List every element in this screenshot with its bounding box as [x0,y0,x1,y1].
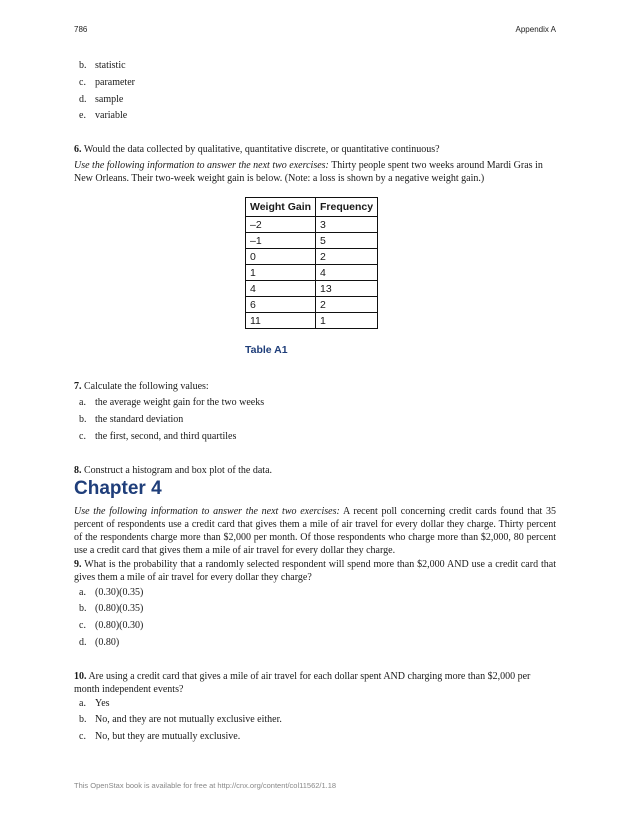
question-7: 7. Calculate the following values: [74,381,209,392]
table-header-row [246,198,378,217]
list-item: c. parameter [79,77,135,88]
exercise-intro-1: Use the following information to answer the next two exercises: Thirty people spent two weeks around Mardi Gras in New Orleans. Their two-week weight gain is below. (Note: a loss is shown by a negative weight gain.) [74,160,543,184]
list-item: a. the average weight gain for the two weeks [79,397,265,408]
running-header: Appendix A [515,25,556,34]
table-row: 11 1 [246,313,378,329]
column-header: Weight Gain [246,198,316,217]
question-6: 6. Would the data collected by qualitative, quantitative discrete, or quantitative continuous? [74,144,440,155]
list-item: c. the first, second, and third quartiles [79,431,237,442]
table-row: 1 4 [246,265,378,281]
question-10: 10. Are using a credit card that gives a mile of air travel for each dollar spent AND charging more than $2,000 per month independent events? [74,671,531,695]
table-row: 6 2 [246,297,378,313]
list-item: b. the standard deviation [79,414,184,425]
chapter-title: Chapter 4 [74,478,162,499]
table-row: 4 13 [246,281,378,297]
column-header: Frequency [316,198,378,217]
table-row: 0 2 [246,249,378,265]
list-item: e. variable [79,110,128,121]
list-item: d. sample [79,94,124,105]
list-item: a. (0.30)(0.35) [79,587,144,598]
list-item: b. No, and they are not mutually exclusive either. [79,714,282,725]
table-row: –1 5 [246,233,378,249]
table-row: –2 3 [246,217,378,233]
page-footer: This OpenStax book is available for free at http://cnx.org/content/col11562/1.18 [74,781,337,790]
table-caption: Table A1 [245,344,288,356]
list-item: b. (0.80)(0.35) [79,603,144,614]
list-item: a. Yes [79,698,110,709]
weight-gain-table [245,197,378,329]
list-item: c. No, but they are mutually exclusive. [79,731,241,742]
list-item: d. (0.80) [79,637,120,648]
question-8: 8. Construct a histogram and box plot of the data. [74,465,273,476]
page-number: 786 [74,25,88,34]
question-9: 9. What is the probability that a randomly selected respondent will spend more than $2,000 AND use a credit card that gives them a mile of air travel for every dollar they charge? [74,559,556,583]
exercise-intro-2: Use the following information to answer the next two exercises: A recent poll concerning credit cards found that 35 percent of respondents use a credit card that gives them a mile of air travel for every dollar they charge. Thirty percent of the respondents charge more than $2,000 per month. Of those respondents who charge more than $2,000, 80 percent use a credit card that gives them a mile of air travel for every dollar they charge. [74,506,556,556]
list-item: c. (0.80)(0.30) [79,620,144,631]
list-item: b. statistic [79,60,126,71]
